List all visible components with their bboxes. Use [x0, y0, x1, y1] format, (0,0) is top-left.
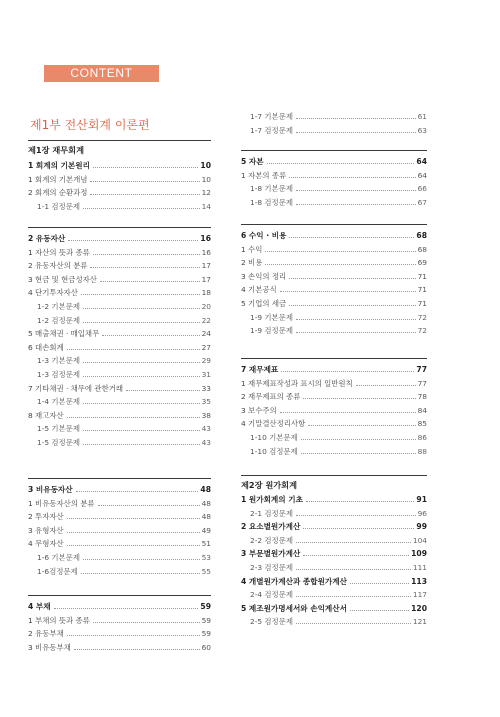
toc-entry-label: 2-2 검정문제 [250, 535, 293, 545]
toc-entry[interactable] [241, 391, 427, 402]
toc-entry-label: 1-2 검정문제 [37, 315, 80, 325]
toc-entry[interactable] [28, 287, 211, 298]
toc-entry[interactable] [28, 525, 211, 536]
toc-page-number: 88 [417, 446, 427, 456]
toc-entry-label: 2 유동자산 [28, 234, 66, 243]
toc-page-number: 68 [417, 244, 427, 254]
toc-entry-label: 3 보수주의 [241, 405, 277, 415]
content-banner: CONTENT [44, 65, 159, 82]
dot-leader [296, 204, 416, 205]
toc-entry-label: 1-5 검정문제 [37, 438, 80, 447]
toc-entry-label: 1-5 기본문제 [37, 424, 80, 434]
dot-leader [67, 349, 200, 350]
toc-entry-label: 4 무형자산 [28, 539, 64, 549]
toc-page-number: 61 [417, 112, 427, 121]
toc-section-entry[interactable] [28, 160, 211, 171]
part-title: 제1부 전산회계 이론편 [30, 118, 150, 132]
dot-leader [68, 240, 198, 241]
dot-leader [90, 267, 199, 268]
toc-entry-label: 1-2 기본문제 [37, 302, 80, 311]
toc-entry-label: 2 투자자산 [28, 512, 64, 522]
dot-leader [303, 528, 414, 529]
toc-entry-label: 1-3 기본문제 [37, 356, 80, 366]
toc-exercise-entry[interactable] [28, 315, 211, 326]
toc-page-number: 12 [201, 188, 211, 198]
dot-leader [350, 610, 409, 611]
toc-page-number: 71 [417, 285, 427, 295]
dot-leader [296, 515, 416, 516]
dot-leader [356, 385, 416, 386]
dot-leader [296, 542, 411, 543]
toc-page-number: 48 [201, 512, 211, 522]
toc-page-number: 55 [201, 566, 211, 576]
dot-leader [301, 453, 416, 454]
toc-entry-label: 1 원가회계의 기초 [241, 495, 303, 504]
dot-leader [93, 622, 200, 623]
toc-entry[interactable] [28, 174, 211, 185]
toc-page-number: 16 [200, 234, 211, 243]
dot-leader [289, 177, 415, 178]
toc-entry-label: 2-4 검정문제 [250, 590, 293, 600]
toc-entry-label: 5 매출채권 · 매입채무 [28, 329, 100, 339]
dot-leader [83, 444, 200, 445]
toc-section-entry[interactable] [241, 548, 427, 559]
toc-entry-label: 2 비용 [241, 258, 263, 268]
toc-entry-label: 2 요소별원가계산 [241, 522, 301, 532]
section-divider [241, 358, 427, 359]
toc-entry[interactable] [28, 410, 211, 421]
dot-leader [350, 583, 409, 584]
toc-entry[interactable] [28, 260, 211, 271]
dot-leader [93, 167, 199, 168]
toc-page-number: 51 [201, 539, 211, 549]
toc-entry-label: 4 기말결산정리사항 [241, 419, 306, 429]
toc-page-number: 18 [201, 288, 211, 298]
toc-page-number: 10 [201, 174, 211, 184]
toc-page-number: 78 [417, 392, 427, 402]
dot-leader [289, 278, 415, 279]
dot-leader [102, 335, 199, 336]
toc-page-number: 49 [201, 525, 211, 535]
section-divider [28, 478, 211, 479]
dot-leader [67, 545, 200, 546]
toc-entry-label: 1-6검정문제 [37, 566, 78, 576]
toc-entry-label: 1 자본의 종류 [241, 170, 287, 180]
toc-entry-label: 1-7 기본문제 [250, 112, 293, 121]
toc-entry-label: 3 유형자산 [28, 525, 64, 535]
toc-entry-label: 2-3 검정문제 [250, 563, 293, 572]
toc-entry-label: 1-10 기본문제 [250, 433, 298, 442]
toc-entry-label: 1-9 기본문제 [250, 312, 293, 322]
toc-entry-label: 1 부채의 뜻과 종류 [28, 615, 90, 625]
toc-section-entry[interactable] [28, 484, 211, 495]
toc-entry[interactable] [241, 418, 427, 429]
dot-leader [296, 332, 416, 333]
toc-exercise-entry[interactable] [28, 355, 211, 366]
toc-entry-label: 1-10 검정문제 [250, 446, 298, 456]
toc-entry-label: 1-3 검정문제 [37, 370, 80, 379]
toc-entry-label: 1-1 검정문제 [37, 201, 80, 211]
toc-entry-label: 8 재고자산 [28, 410, 64, 420]
toc-entry[interactable] [28, 498, 211, 509]
toc-page-number: 43 [201, 424, 211, 434]
dot-leader [289, 305, 415, 306]
dot-leader [83, 362, 200, 363]
dot-leader [83, 559, 200, 560]
dot-leader [54, 608, 199, 609]
toc-entry-label: 5 제조원가명세서와 손익계산서 [241, 603, 347, 613]
dot-leader [296, 319, 416, 320]
toc-page-number: 59 [200, 602, 211, 611]
toc-entry-label: 7 기타채권 · 채무에 관한거래 [28, 383, 123, 393]
toc-page-number: 111 [412, 563, 427, 572]
toc-exercise-entry[interactable] [28, 566, 211, 577]
toc-page-number: 43 [201, 438, 211, 447]
toc-entry[interactable] [241, 405, 427, 416]
toc-page-number: 96 [417, 508, 427, 518]
toc-page-number: 77 [417, 378, 427, 388]
toc-entry[interactable] [28, 342, 211, 353]
toc-page-number: 38 [201, 410, 211, 420]
dot-leader [93, 254, 200, 255]
dot-leader [281, 371, 414, 372]
toc-entry-label: 2 회계의 순환과정 [28, 188, 88, 198]
toc-exercise-entry[interactable] [241, 535, 427, 546]
toc-page-number: 16 [201, 247, 211, 257]
dot-leader [296, 596, 411, 597]
toc-entry[interactable] [241, 244, 427, 255]
dot-leader [100, 281, 200, 282]
dot-leader [301, 439, 416, 440]
toc-entry-label: 5 자본 [241, 157, 264, 166]
dot-leader [280, 291, 416, 292]
toc-page-number: 72 [417, 326, 427, 336]
toc-entry-label: 3 부문별원가계산 [241, 549, 301, 559]
dot-leader [267, 163, 415, 164]
toc-exercise-entry[interactable] [241, 616, 427, 627]
toc-entry-label: 1-7 검정문제 [250, 125, 293, 135]
toc-page-number: 27 [201, 342, 211, 352]
toc-section-entry[interactable] [241, 494, 427, 505]
toc-exercise-entry[interactable] [28, 201, 211, 212]
dot-leader [83, 430, 200, 431]
toc-entry[interactable] [28, 247, 211, 258]
toc-section-entry[interactable] [241, 230, 427, 241]
dot-leader [296, 623, 411, 624]
toc-exercise-entry[interactable] [241, 562, 427, 573]
dot-leader [296, 569, 411, 570]
toc-exercise-entry[interactable] [28, 301, 211, 312]
dot-leader [90, 181, 199, 182]
dot-leader [289, 237, 414, 238]
toc-entry-label: 2 재무제표의 종류 [241, 392, 301, 402]
dot-leader [83, 208, 200, 209]
toc-page-number: 71 [417, 271, 427, 281]
toc-entry-label: 3 손익의 정리 [241, 271, 287, 281]
dot-leader [296, 190, 416, 191]
dot-leader [67, 417, 200, 418]
toc-entry-label: 4 부채 [28, 602, 51, 611]
toc-page-number: 35 [201, 397, 211, 407]
dot-leader [67, 635, 200, 636]
section-divider [241, 224, 427, 225]
toc-entry[interactable] [241, 257, 427, 268]
dot-leader [303, 398, 415, 399]
toc-page-number: 59 [201, 615, 211, 625]
toc-entry[interactable] [28, 615, 211, 626]
toc-page-number: 59 [201, 629, 211, 639]
dot-leader [308, 425, 415, 426]
toc-entry-label: 1 수익 [241, 244, 263, 254]
toc-entry-label: 5 기업의 세금 [241, 299, 287, 308]
section-divider [28, 140, 211, 141]
toc-entry-label: 1 회계의 기본개념 [28, 174, 88, 184]
toc-exercise-entry[interactable] [241, 125, 427, 136]
toc-entry[interactable] [241, 284, 427, 295]
toc-entry-label: 1-8 검정문제 [250, 197, 293, 207]
dot-leader [126, 390, 200, 391]
toc-page-number: 24 [201, 329, 211, 339]
dot-leader [81, 573, 200, 574]
chapter-title: 제2장 원가회계 [241, 480, 298, 490]
dot-leader [265, 264, 415, 265]
dot-leader [296, 132, 416, 133]
toc-entry-label: 1 회계의 기본원리 [28, 161, 90, 170]
toc-exercise-entry[interactable] [28, 437, 211, 448]
toc-page-number: 67 [417, 197, 427, 207]
toc-entry-label: 1-6 기본문제 [37, 553, 80, 562]
toc-exercise-entry[interactable] [241, 325, 427, 336]
toc-entry-label: 3 비유동자산 [28, 485, 73, 494]
toc-page-number: 22 [201, 315, 211, 325]
toc-page-number: 121 [412, 617, 427, 627]
toc-page-number: 29 [201, 356, 211, 366]
toc-entry[interactable] [28, 187, 211, 198]
toc-entry-label: 2-5 검정문제 [250, 617, 293, 627]
toc-entry[interactable] [241, 271, 427, 282]
toc-page-number: 71 [417, 299, 427, 308]
toc-page-number: 85 [417, 419, 427, 429]
toc-page-number: 86 [417, 433, 427, 442]
toc-section-entry[interactable] [241, 603, 427, 614]
toc-page-number: 53 [201, 553, 211, 562]
toc-entry-label: 7 재무제표 [241, 365, 279, 374]
toc-section-entry[interactable] [28, 233, 211, 244]
toc-entry-label: 1 재무제표작성과 표시의 일반원칙 [241, 378, 353, 388]
toc-entry-label: 2-1 검정문제 [250, 508, 293, 518]
toc-page-number: 31 [201, 370, 211, 379]
toc-page-number: 69 [417, 258, 427, 268]
toc-page-number: 77 [416, 365, 427, 374]
toc-exercise-entry[interactable] [241, 312, 427, 323]
toc-exercise-entry[interactable] [241, 111, 427, 122]
section-divider [241, 475, 427, 476]
dot-leader [83, 403, 200, 404]
toc-exercise-entry[interactable] [241, 432, 427, 443]
dot-leader [280, 412, 416, 413]
toc-entry-label: 3 현금 및 현금성자산 [28, 274, 97, 284]
toc-section-entry[interactable] [241, 364, 427, 375]
toc-entry[interactable] [28, 642, 211, 653]
toc-exercise-entry[interactable] [241, 183, 427, 194]
toc-page-number: 63 [417, 125, 427, 135]
toc-entry[interactable] [28, 538, 211, 549]
toc-section-entry[interactable] [241, 576, 427, 587]
toc-page-number: 20 [201, 302, 211, 311]
toc-section-entry[interactable] [241, 156, 427, 167]
toc-entry[interactable] [28, 383, 211, 394]
toc-entry[interactable] [28, 628, 211, 639]
toc-exercise-entry[interactable] [241, 197, 427, 208]
toc-entry-label: 2 유동부채 [28, 629, 64, 639]
toc-exercise-entry[interactable] [241, 508, 427, 519]
toc-section-entry[interactable] [241, 521, 427, 532]
dot-leader [265, 251, 415, 252]
toc-entry[interactable] [28, 511, 211, 522]
toc-page-number: 17 [201, 261, 211, 271]
toc-page-number: 14 [201, 201, 211, 211]
chapter-title: 제1장 재무회계 [28, 145, 85, 155]
toc-entry-label: 1-8 기본문제 [250, 184, 293, 194]
toc-page-number: 117 [412, 590, 427, 600]
toc-entry-label: 4 개별원가계산과 종합원가계산 [241, 576, 347, 586]
toc-page-number: 10 [200, 161, 211, 170]
toc-page-number: 48 [200, 485, 211, 494]
toc-entry-label: 2 유동자산의 분류 [28, 261, 88, 271]
toc-page-number: 68 [416, 231, 427, 240]
dot-leader [83, 322, 200, 323]
toc-page-number: 120 [411, 603, 427, 613]
section-divider [241, 150, 427, 151]
dot-leader [303, 555, 409, 556]
toc-page-number: 17 [201, 274, 211, 284]
toc-entry-label: 1 비유동자산의 분류 [28, 498, 95, 508]
toc-page-number: 64 [417, 170, 427, 180]
section-divider [28, 227, 211, 228]
toc-entry-label: 6 대손회계 [28, 342, 64, 352]
toc-entry-label: 4 기본공식 [241, 285, 277, 295]
toc-page-number: 33 [201, 383, 211, 393]
toc-exercise-entry[interactable] [28, 552, 211, 563]
dot-leader [83, 376, 200, 377]
toc-section-entry[interactable] [28, 601, 211, 612]
toc-page-number: 104 [412, 535, 427, 545]
toc-exercise-entry[interactable] [28, 423, 211, 434]
toc-entry-label: 1-9 검정문제 [250, 326, 293, 336]
toc-exercise-entry[interactable] [28, 396, 211, 407]
toc-entry[interactable] [241, 170, 427, 181]
toc-entry-label: 3 비유동부채 [28, 642, 71, 652]
toc-entry-label: 1 자산의 뜻과 종류 [28, 247, 90, 257]
toc-page-number: 113 [411, 576, 427, 586]
dot-leader [296, 118, 416, 119]
toc-page-number: 91 [416, 495, 427, 504]
dot-leader [90, 194, 199, 195]
toc-entry-label: 4 단기투자자산 [28, 288, 78, 298]
toc-exercise-entry[interactable] [241, 589, 427, 600]
dot-leader [74, 649, 200, 650]
toc-page-number: 64 [416, 157, 427, 166]
toc-page-number: 84 [417, 405, 427, 415]
dot-leader [76, 491, 199, 492]
toc-entry-label: 6 수익 · 비용 [241, 231, 287, 240]
toc-page-number: 66 [417, 184, 427, 194]
toc-exercise-entry[interactable] [241, 446, 427, 457]
toc-page-number: 109 [411, 549, 427, 559]
section-divider [28, 595, 211, 596]
dot-leader [81, 294, 200, 295]
dot-leader [67, 532, 200, 533]
dot-leader [98, 505, 200, 506]
toc-entry-label: 1-4 기본문제 [37, 397, 80, 407]
toc-page-number: 99 [416, 522, 427, 532]
toc-page-number: 72 [417, 312, 427, 322]
toc-entry[interactable] [241, 378, 427, 389]
toc-page-number: 48 [201, 498, 211, 508]
toc-entry[interactable] [28, 328, 211, 339]
dot-leader [67, 518, 200, 519]
toc-page-number: 60 [201, 642, 211, 652]
dot-leader [306, 501, 415, 502]
toc-entry[interactable] [241, 298, 427, 309]
toc-exercise-entry[interactable] [28, 369, 211, 380]
toc-entry[interactable] [28, 274, 211, 285]
dot-leader [83, 308, 200, 309]
